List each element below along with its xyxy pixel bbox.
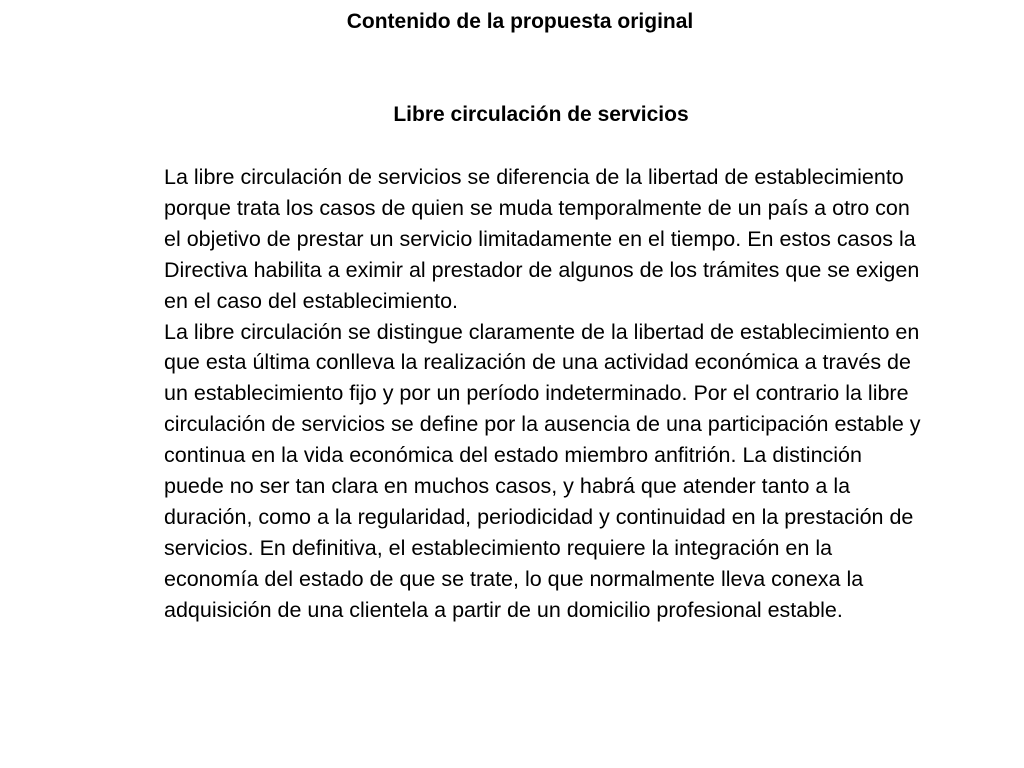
paragraph-2: La libre circulación se distingue claramente de la libertad de establecimiento en que esta última conlleva la realización de una actividad económica a través de un establecimiento fijo y por un período indeterminado. Por el contrario la libre circulación de servicios se define por la ausencia de una participación estable y continua en la vida económica del estado miembro anfitrión. La distinción puede no ser tan clara en muchos casos, y habrá que atender tanto a la duración, como a la regularidad, periodicidad y continuidad en la prestación de servicios. En definitiva, el establecimiento requiere la integración en la economía del estado de que se trate, lo que normalmente lleva conexa la adquisición de una clientela a partir de un domicilio profesional estable. bbox=[164, 319, 921, 622]
body-text bbox=[164, 162, 924, 626]
slide-title: Contenido de la propuesta original bbox=[346, 10, 694, 33]
section-heading: Libre circulación de servicios bbox=[393, 103, 689, 126]
paragraph-1: La libre circulación de servicios se diferencia de la libertad de establecimiento porque trata los casos de quien se muda temporalmente de un país a otro con el objetivo de prestar un servicio limitadamente en el tiempo. En estos casos la Directiva habilita a eximir al prestador de algunos de los trámites que se exigen en el caso del establecimiento. bbox=[164, 165, 920, 313]
